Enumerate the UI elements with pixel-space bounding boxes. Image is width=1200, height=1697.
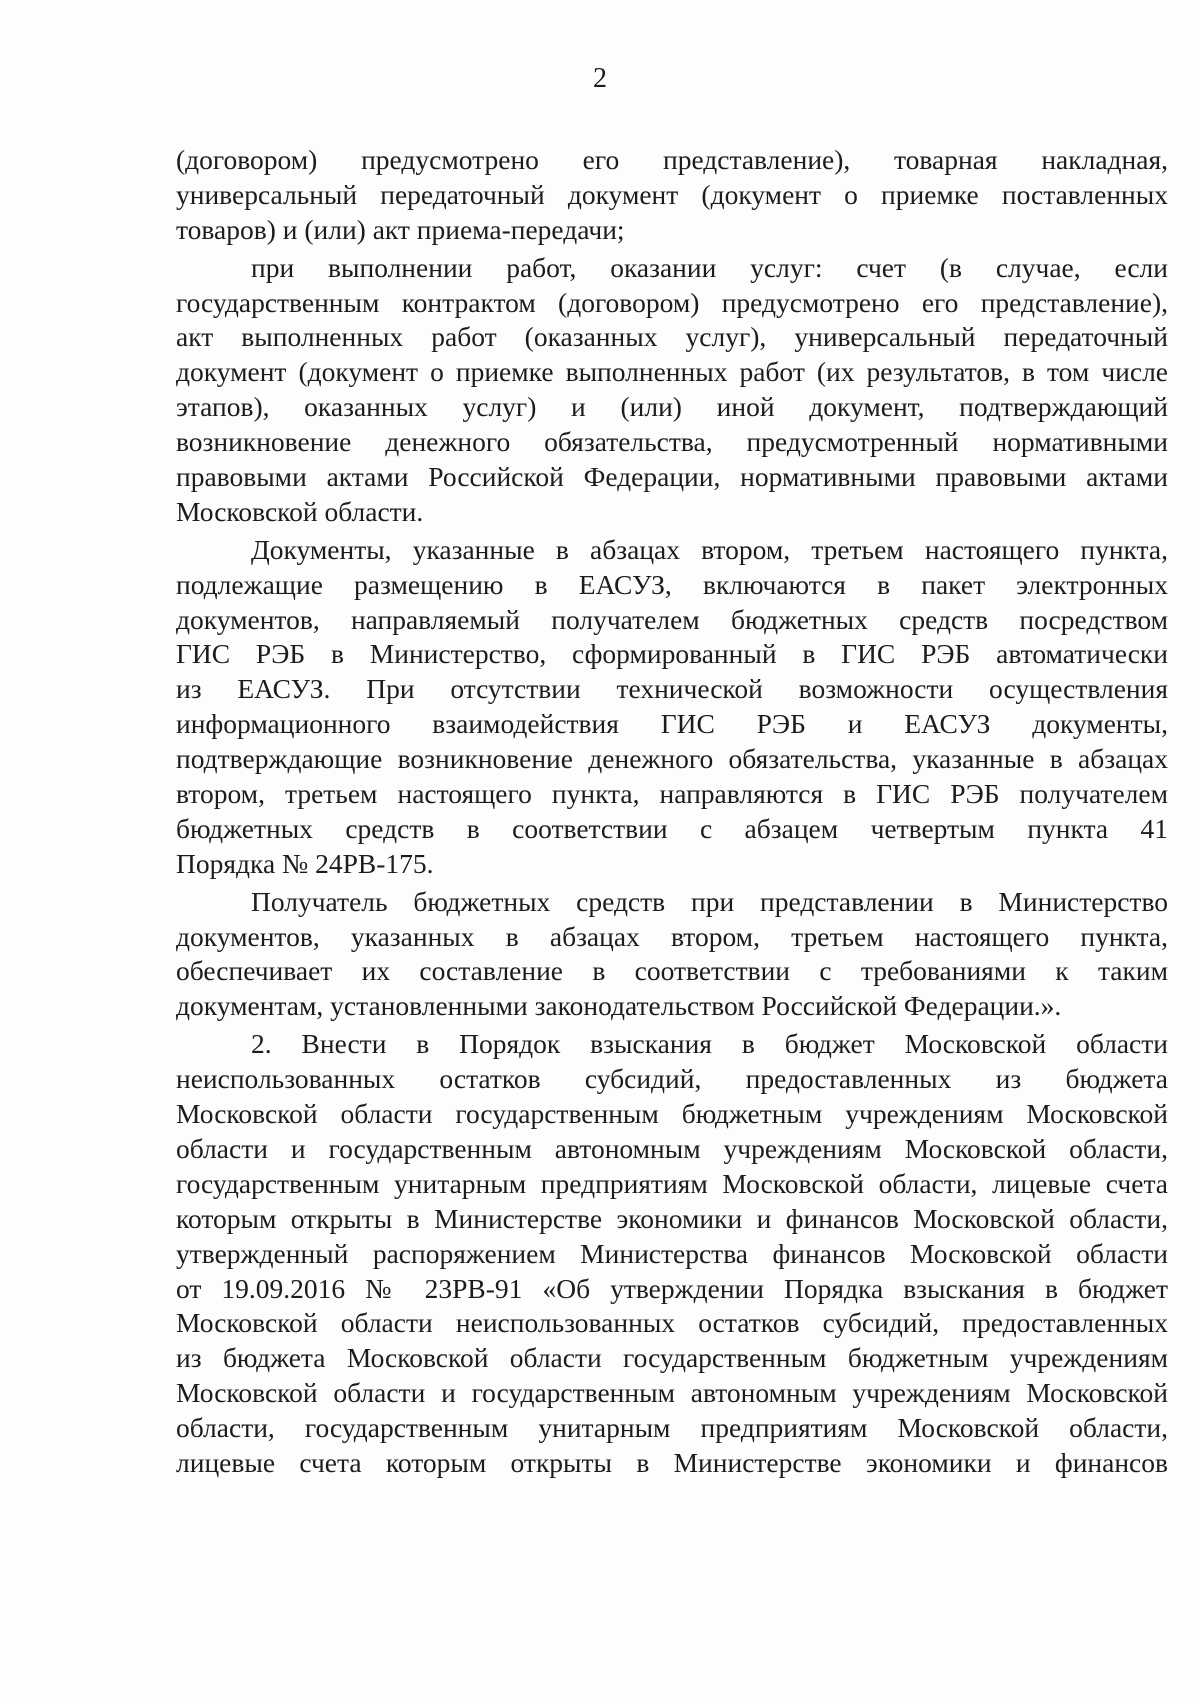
text-line: подлежащие размещению в ЕАСУЗ, включаются в пакет электронных xyxy=(176,568,1168,600)
text-line: Порядка № 24РВ-175. xyxy=(176,847,434,879)
text-line: утвержденный распоряжением Министерства финансов Московской области xyxy=(176,1237,1168,1269)
text-line: государственным контрактом (договором) предусмотрено его представление), xyxy=(176,286,1168,318)
text-line: от 19.09.2016 № 23РВ-91 «Об утверждении Порядка взыскания в бюджет xyxy=(176,1272,1168,1304)
text-line: универсальный передаточный документ (документ о приемке поставленных xyxy=(176,178,1168,210)
text-line: документам, установленными законодательством Российской Федерации.». xyxy=(176,990,1062,1022)
text-line: Получатель бюджетных средств при представлении в Министерство xyxy=(251,885,1168,917)
document-body xyxy=(176,143,1168,1481)
text-line: подтверждающие возникновение денежного обязательства, указанные в абзацах xyxy=(176,743,1168,775)
text-line: возникновение денежного обязательства, предусмотренный нормативными xyxy=(176,426,1168,458)
text-line: втором, третьем настоящего пункта, направляются в ГИС РЭБ получателем xyxy=(176,778,1168,810)
text-line: правовыми актами Российской Федерации, нормативными правовыми актами xyxy=(176,461,1168,493)
text-line: 2. Внести в Порядок взыскания в бюджет Московской области xyxy=(251,1028,1168,1060)
text-line: ГИС РЭБ в Министерство, сформированный в ГИС РЭБ автоматически xyxy=(176,638,1168,670)
text-line: Документы, указанные в абзацах втором, третьем настоящего пункта, xyxy=(251,533,1168,565)
text-line: информационного взаимодействия ГИС РЭБ и ЕАСУЗ документы, xyxy=(176,708,1168,740)
text-line: обеспечивает их составление в соответствии с требованиями к таким xyxy=(176,955,1168,987)
text-line: при выполнении работ, оказании услуг: счет (в случае, если xyxy=(251,251,1168,283)
text-line: неиспользованных остатков субсидий, предоставленных из бюджета xyxy=(176,1063,1168,1095)
text-line: области и государственным автономным учреждениям Московской области, xyxy=(176,1132,1168,1164)
text-line: Московской области и государственным автономным учреждениям Московской xyxy=(176,1377,1168,1409)
text-line: Московской области государственным бюджетным учреждениям Московской xyxy=(176,1098,1168,1130)
page-number: 2 xyxy=(593,63,607,94)
text-line: Московской области. xyxy=(176,495,424,527)
text-line: документов, указанных в абзацах втором, третьем настоящего пункта, xyxy=(176,920,1168,952)
text-line: документов, направляемый получателем бюджетных средств посредством xyxy=(176,603,1168,635)
text-line: лицевые счета которым открыты в Министерстве экономики и финансов xyxy=(176,1446,1168,1478)
text-line: из бюджета Московской области государственным бюджетным учреждениям xyxy=(176,1342,1168,1374)
text-line: которым открыты в Министерстве экономики и финансов Московской области, xyxy=(176,1202,1168,1234)
text-line: Московской области неиспользованных остатков субсидий, предоставленных xyxy=(176,1307,1168,1339)
text-line: документ (документ о приемке выполненных работ (их результатов, в том числе xyxy=(176,356,1168,388)
text-line: из ЕАСУЗ. При отсутствии технической возможности осуществления xyxy=(176,673,1168,705)
text-line: этапов), оказанных услуг) и (или) иной документ, подтверждающий xyxy=(176,391,1168,423)
text-line: товаров) и (или) акт приема-передачи; xyxy=(176,213,625,245)
text-line: государственным унитарным предприятиям Московской области, лицевые счета xyxy=(176,1167,1168,1199)
text-line: (договором) предусмотрено его представление), товарная накладная, xyxy=(176,144,1168,175)
text-line: области, государственным унитарным предприятиям Московской области, xyxy=(176,1412,1168,1444)
text-line: бюджетных средств в соответствии с абзацем четвертым пункта 41 xyxy=(176,812,1168,844)
text-line: акт выполненных работ (оказанных услуг), универсальный передаточный xyxy=(176,321,1168,353)
